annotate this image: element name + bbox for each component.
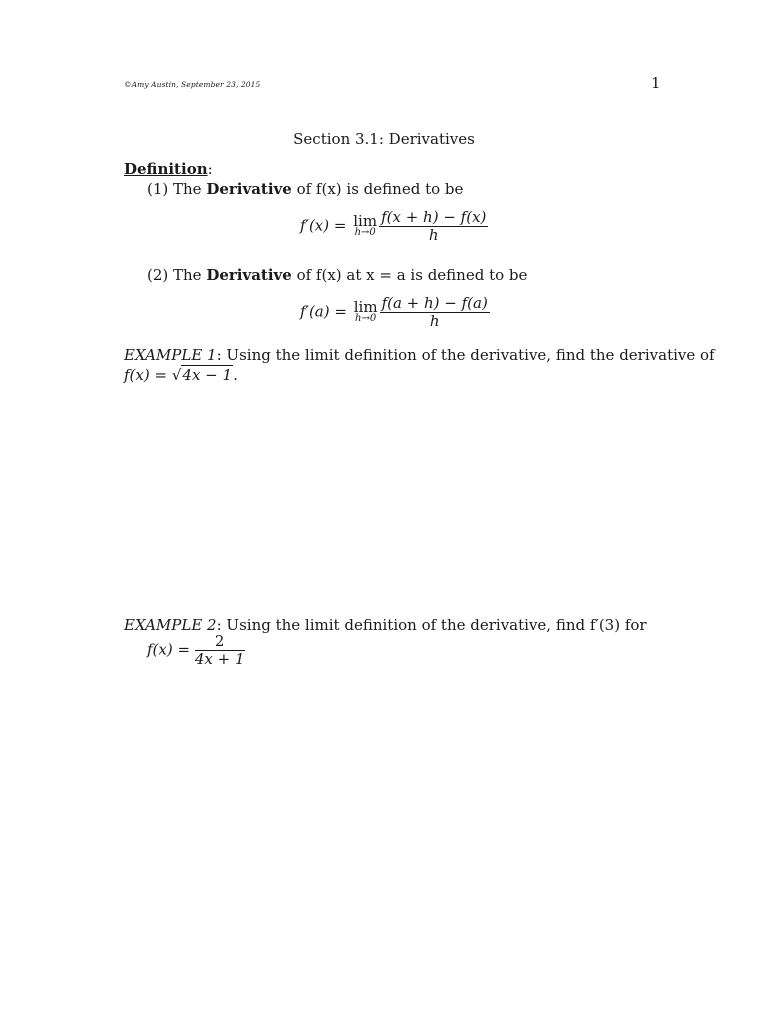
- item1-term: Derivative: [206, 180, 292, 198]
- definition-item-1: [147, 180, 463, 198]
- copyright-note: ©Amy Austin, September 23, 2015: [124, 80, 261, 89]
- formula1-lhs: f′(x) =: [300, 216, 347, 235]
- item1-suffix: of f(x) is defined to be: [291, 180, 464, 198]
- example-2-label: EXAMPLE 2: [124, 616, 217, 634]
- formula2-lhs: f′(a) =: [300, 302, 347, 321]
- example-2-fraction: $\frac{2}{4x + 1}$: [194, 632, 245, 668]
- example-1-radicand: 4x − 1: [182, 366, 233, 384]
- sqrt-icon: √: [171, 366, 182, 384]
- item1-prefix: (1) The: [147, 180, 207, 198]
- item2-term: Derivative: [206, 266, 292, 284]
- section-title: Section 3.1: Derivatives: [293, 130, 475, 148]
- example-2-function: f(x) = $\frac{2}{4x + 1}$: [147, 632, 245, 668]
- definition-heading-line: Definition:: [124, 160, 213, 178]
- example-1-label: EXAMPLE 1: [124, 346, 217, 364]
- formula-2: [300, 295, 490, 330]
- example-1-function: f(x) = √4x − 1.: [124, 366, 238, 384]
- example-1-prompt: [124, 346, 715, 364]
- formula2-fraction: $\frac{f(a + h) - f(a)}{h}$: [381, 294, 488, 330]
- page-number: 1: [651, 74, 661, 92]
- formula1-fraction: $\frac{f(x + h) - f(x)}{h}$: [381, 208, 487, 244]
- formula1-limit: lim h→0: [353, 212, 378, 238]
- formula2-limit: lim h→0: [353, 298, 378, 324]
- definition-item-2: [147, 266, 527, 284]
- example-2-text: : Using the limit definition of the derivative, find f′(3) for: [216, 616, 647, 634]
- item2-prefix: (2) The: [147, 266, 207, 284]
- item2-suffix: of f(x) at x = a is defined to be: [291, 266, 528, 284]
- example-1-text: : Using the limit definition of the derivative, find the derivative of: [216, 346, 715, 364]
- formula-1: [300, 209, 488, 244]
- example-2-prompt: [124, 616, 647, 634]
- definition-heading: Definition: [124, 160, 208, 178]
